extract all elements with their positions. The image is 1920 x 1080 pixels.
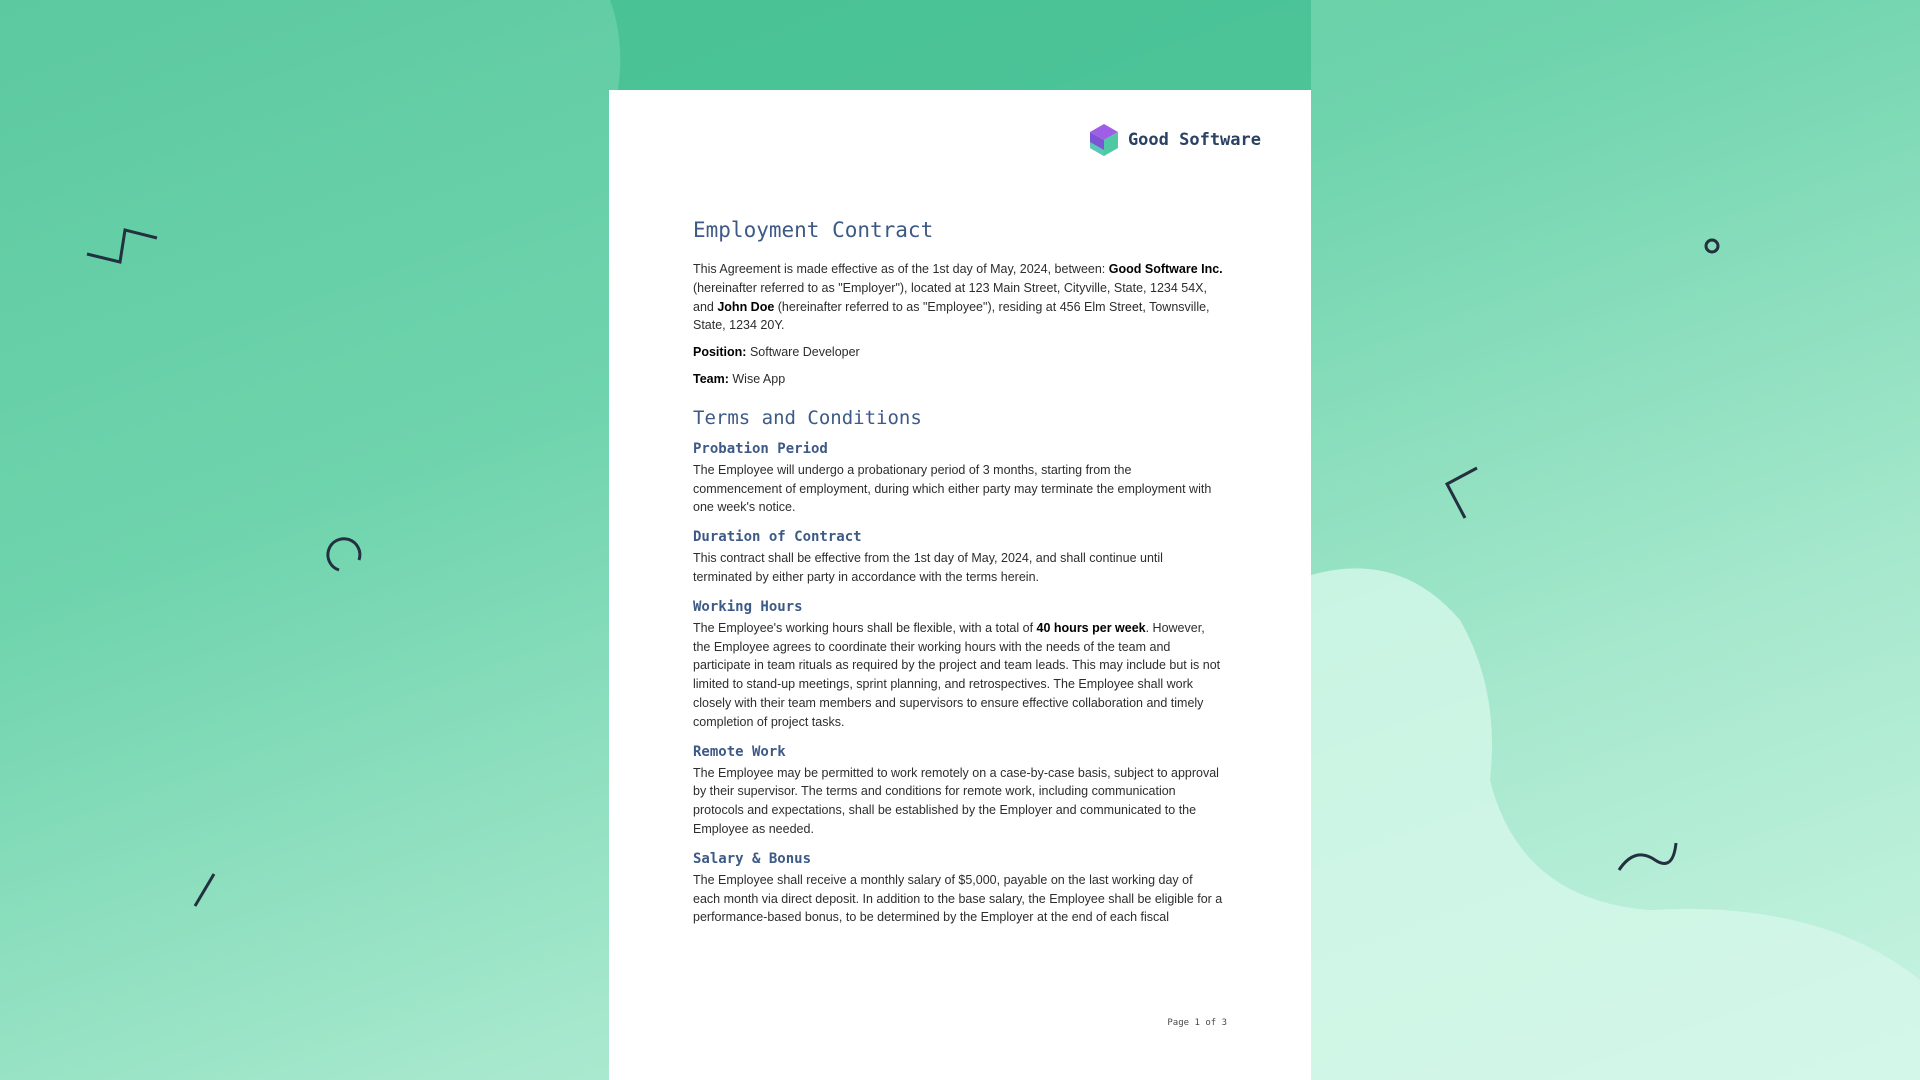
team-label: Team:	[693, 371, 729, 386]
probation-text: The Employee will undergo a probationary period of 3 months, starting from the commencement of employment, during which either party may terminate the employment with one week's notice.	[693, 462, 1212, 515]
brand-logo	[1088, 122, 1261, 158]
ring-shape	[1706, 240, 1718, 252]
document-page	[609, 90, 1311, 1080]
intro-text-1: This Agreement is made effective as of the 1st day of May, 2024, between:	[693, 262, 1109, 276]
position-line	[693, 343, 1223, 362]
arc-shape	[328, 539, 360, 570]
zigzag-shape	[87, 230, 157, 262]
salary-heading: Salary & Bonus	[693, 850, 812, 867]
intro-text-2: (hereinafter referred to as "Employer"), located at 123 Main Street, Cityville, State, 1234 54X, and	[693, 280, 1207, 314]
wave-shape	[1619, 843, 1676, 870]
working-hours-bold: 40 hours per week	[1036, 620, 1146, 635]
terms-heading: Terms and Conditions	[693, 406, 922, 429]
employer-name: Good Software Inc.	[1108, 262, 1223, 276]
employee-name: John Doe	[717, 299, 775, 314]
remote-work-heading: Remote Work	[693, 743, 786, 760]
working-hours-heading: Working Hours	[693, 598, 803, 615]
chevron-shape	[1447, 468, 1477, 518]
duration-text: This contract shall be effective from the 1st day of May, 2024, and shall continue until terminated by either party in accordance with the terms herein.	[693, 551, 1163, 584]
intro-text-3: (hereinafter referred to as "Employee"), residing at 456 Elm Street, Townsville, State, 1234 20Y.	[693, 299, 1210, 333]
working-hours-text	[693, 619, 1223, 732]
remote-work-text: The Employee may be permitted to work remotely on a case-by-case basis, subject to approval by their supervisor. The terms and conditions for remote work, including communication protocols and expectations, shall be established by the Employer and communicated to the Employee as needed.	[693, 765, 1219, 836]
intro-paragraph	[693, 260, 1223, 335]
position-value: Software Developer	[746, 345, 860, 360]
position-label: Position:	[693, 345, 747, 360]
brand-name: Good Software	[1127, 130, 1261, 150]
team-value: Wise App	[728, 371, 786, 386]
background-blob-top	[610, 0, 1311, 90]
working-hours-text-1: The Employee's working hours shall be flexible, with a total of	[693, 620, 1037, 635]
working-hours-text-2: . However, the Employee agrees to coordinate their working hours with the needs of the team and participate in team rituals as required by the project and team leads. This may include but is not limited to stand-up meetings, sprint planning, and retrospectives. The Employee shall work closely with their team members and supervisors to ensure effective collaboration and timely completion of project tasks.	[693, 620, 1221, 729]
hexagon-logo-icon	[1088, 122, 1120, 158]
salary-text: The Employee shall receive a monthly salary of $5,000, payable on the last working day of each month via direct deposit. In addition to the base salary, the Employee shall be eligible for a performance-based bonus, to be determined by the Employer at the end of each fiscal	[693, 872, 1223, 925]
background-blob-bottom-right	[1311, 568, 1920, 1080]
probation-heading: Probation Period	[693, 440, 828, 457]
team-line	[693, 370, 1223, 389]
document-content	[693, 218, 1223, 935]
duration-heading: Duration of Contract	[693, 529, 862, 546]
document-title: Employment Contract	[693, 218, 934, 242]
page-number: Page 1 of 3	[1167, 1018, 1227, 1028]
slash-shape	[195, 874, 214, 906]
